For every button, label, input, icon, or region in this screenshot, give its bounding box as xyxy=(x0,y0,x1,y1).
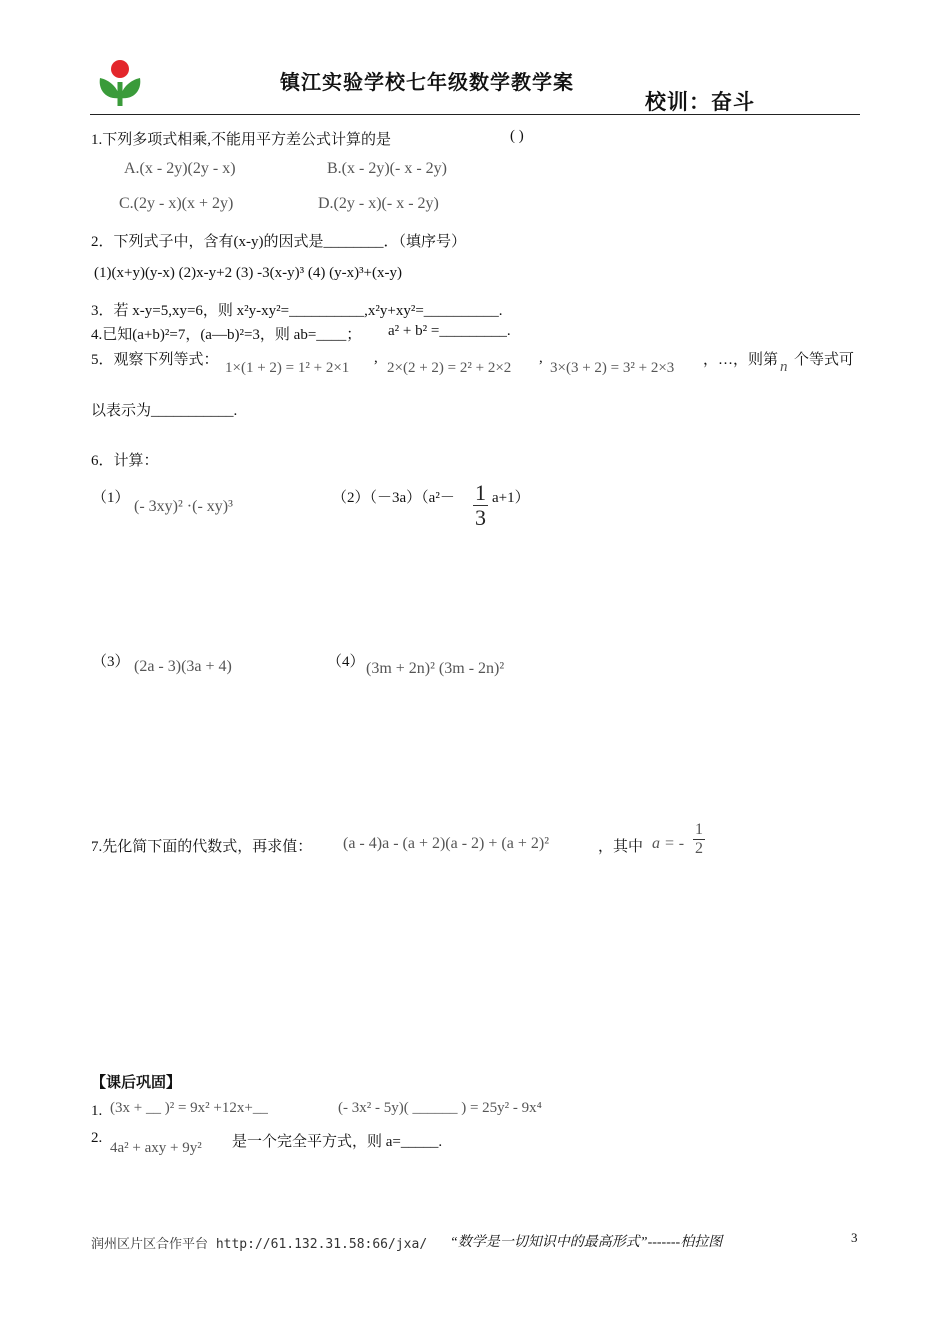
question-5-equation-3: 3×(3 + 2) = 3² + 2×3 xyxy=(550,360,675,376)
header-divider xyxy=(90,114,860,115)
question-7-a-equals: a = - xyxy=(652,835,685,852)
review-item-1-expression-2: (- 3x² - 5y)( ______ ) = 25y² - 9x⁴ xyxy=(338,1100,542,1116)
question-3: 3．若 x-y=5,xy=6，则 x²y-xy²=__________,x²y+xy²=__________. xyxy=(91,303,503,319)
school-motto: 校训：奋斗 xyxy=(645,90,755,114)
review-item-1-number: 1. xyxy=(91,1103,103,1119)
page-title: 镇江实验学校七年级数学教学案 xyxy=(280,70,574,94)
question-6-part-2-fraction xyxy=(473,481,488,530)
question-5-line-2: 以表示为___________. xyxy=(91,403,238,419)
question-5-equation-2: 2×(2 + 2) = 2² + 2×2 xyxy=(387,360,512,376)
question-4: 4.已知(a+b)²=7，(a—b)²=3，则 ab=____； xyxy=(91,327,362,343)
question-6-part-3-number: （3） xyxy=(92,654,130,670)
review-item-2-number: 2. xyxy=(91,1130,103,1146)
question-1-answer-paren: ( ) xyxy=(510,128,524,144)
question-6-part-4-expression: (3m + 2n)² (3m - 2n)² xyxy=(366,660,505,677)
question-6-part-3-expression: (2a - 3)(3a + 4) xyxy=(134,658,232,675)
question-6-part-2-tail: a+1） xyxy=(492,490,530,506)
question-7-expression: (a - 4)a - (a + 2)(a - 2) + (a + 2)² xyxy=(343,835,549,852)
comma-separator: , xyxy=(539,350,543,366)
question-6-part-2-text: （2）（－3a）（a²－ xyxy=(332,490,455,506)
question-2-options: (1)(x+y)(y-x) (2)x-y+2 (3) -3(x-y)³ (4) (y-x)³+(x-y) xyxy=(94,265,403,281)
question-1-option-b: B.(x - 2y)(- x - 2y) xyxy=(327,160,447,177)
question-7-where: ，其中 xyxy=(598,839,644,855)
review-item-2-text: 是一个完全平方式，则 a=_____. xyxy=(232,1134,443,1150)
footer-quote: “数学是一切知识中的最高形式”-------柏拉图 xyxy=(450,1235,723,1250)
review-item-2-expression: 4a² + axy + 9y² xyxy=(110,1140,202,1156)
footer-platform-link: 润州区片区合作平台 http://61.132.31.58:66/jxa/ xyxy=(91,1237,428,1252)
question-1-option-d: D.(2y - x)(- x - 2y) xyxy=(318,195,439,212)
question-6-label: 6．计算： xyxy=(91,453,159,469)
fraction-denominator: 2 xyxy=(695,839,703,857)
page-number: 3 xyxy=(851,1230,858,1245)
question-6-part-4-number: （4） xyxy=(327,654,365,670)
fraction-numerator: 1 xyxy=(695,821,703,838)
question-1-option-c: C.(2y - x)(x + 2y) xyxy=(119,195,234,212)
question-7: 7.先化简下面的代数式，再求值： xyxy=(91,839,313,855)
question-5-equation-1: 1×(1 + 2) = 1² + 2×1 xyxy=(225,360,350,376)
question-5-tail-2: 个等式可 xyxy=(794,352,855,368)
review-heading: 【课后巩固】 xyxy=(91,1075,182,1091)
question-4-tail: a² + b² =_________. xyxy=(388,323,511,339)
school-logo-icon xyxy=(96,58,144,108)
question-1-option-a: A.(x - 2y)(2y - x) xyxy=(124,160,236,177)
question-5-label: 5．观察下列等式： xyxy=(91,352,219,368)
question-1: 1.下列多项式相乘,不能用平方差公式计算的是 xyxy=(91,132,392,148)
review-item-1-expression: (3x + __ )² = 9x² +12x+__ xyxy=(110,1100,268,1116)
question-2: 2．下列式子中，含有(x-y)的因式是________．（填序号） xyxy=(91,234,466,250)
question-5-n: n xyxy=(780,359,788,375)
fraction-denominator: 3 xyxy=(475,505,486,531)
question-5-tail: ，…，则第 xyxy=(703,352,779,368)
question-7-fraction xyxy=(693,821,705,857)
fraction-numerator: 1 xyxy=(475,480,486,505)
question-6-part-1-expression: (- 3xy)² ·(- xy)³ xyxy=(134,498,233,515)
comma-separator: , xyxy=(374,350,378,366)
question-6-part-1-number: （1） xyxy=(92,490,130,506)
